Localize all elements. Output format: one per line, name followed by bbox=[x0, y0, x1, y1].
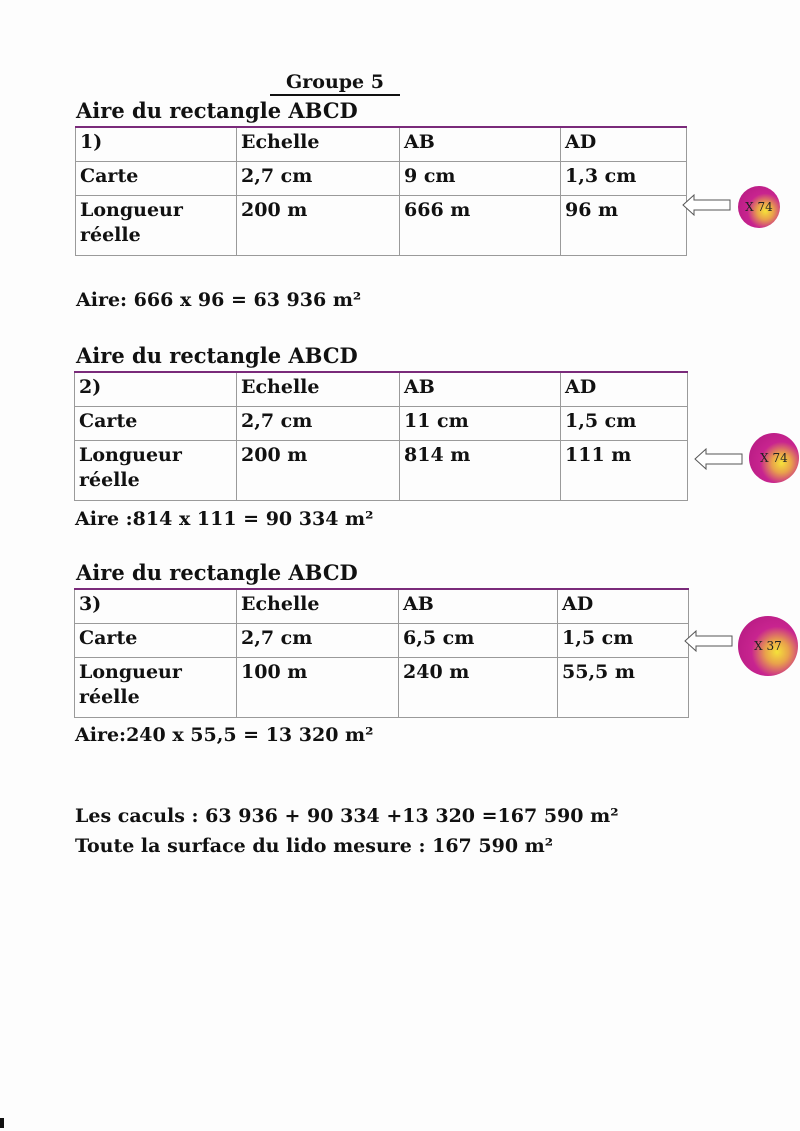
table-cell: Echelle bbox=[237, 372, 400, 407]
table-row bbox=[76, 162, 687, 196]
total-conclusion: Toute la surface du lido mesure : 167 590 m² bbox=[75, 835, 554, 857]
section-3-marker bbox=[684, 612, 800, 682]
table-cell: 111 m bbox=[561, 441, 688, 501]
table-row bbox=[76, 127, 687, 162]
table-cell: 1,5 cm bbox=[561, 407, 688, 441]
left-arrow-icon bbox=[682, 193, 732, 217]
table-cell: 666 m bbox=[400, 196, 561, 256]
total-calculation: Les caculs : 63 936 + 90 334 +13 320 =167 590 m² bbox=[75, 805, 619, 827]
table-cell: 200 m bbox=[237, 196, 400, 256]
table-cell: 100 m bbox=[237, 658, 399, 718]
table-cell: Longueur réelle bbox=[75, 658, 237, 718]
table-cell: AD bbox=[561, 127, 687, 162]
table-cell: 2,7 cm bbox=[237, 407, 400, 441]
section-1-table bbox=[75, 126, 687, 256]
table-cell: 1,3 cm bbox=[561, 162, 687, 196]
table-row bbox=[75, 407, 688, 441]
section-3-table bbox=[74, 588, 689, 718]
table-cell: 96 m bbox=[561, 196, 687, 256]
section-1-marker bbox=[682, 176, 800, 246]
table-cell: 200 m bbox=[237, 441, 400, 501]
table-cell: 814 m bbox=[400, 441, 561, 501]
table-row bbox=[76, 196, 687, 256]
document-title: Groupe 5 bbox=[270, 70, 400, 96]
table-cell: Echelle bbox=[237, 127, 400, 162]
section-2-area: Aire :814 x 111 = 90 334 m² bbox=[75, 508, 374, 530]
table-cell: Longueur réelle bbox=[75, 441, 237, 501]
multiplier-badge: X 74 bbox=[749, 433, 799, 483]
section-2-table bbox=[74, 371, 688, 501]
section-1-area: Aire: 666 x 96 = 63 936 m² bbox=[76, 289, 362, 311]
table-cell: 3) bbox=[75, 589, 237, 624]
table-cell: AB bbox=[400, 127, 561, 162]
table-cell: Carte bbox=[75, 624, 237, 658]
scan-mark bbox=[0, 1118, 4, 1128]
table-cell: AD bbox=[561, 372, 688, 407]
table-cell: 1,5 cm bbox=[558, 624, 689, 658]
section-1-heading: Aire du rectangle ABCD bbox=[76, 98, 358, 123]
section-3-area: Aire:240 x 55,5 = 13 320 m² bbox=[75, 724, 374, 746]
table-row bbox=[75, 441, 688, 501]
left-arrow-icon bbox=[684, 629, 734, 653]
table-cell: 55,5 m bbox=[558, 658, 689, 718]
table-cell: 11 cm bbox=[400, 407, 561, 441]
table-cell: 2) bbox=[75, 372, 237, 407]
multiplier-badge: X 37 bbox=[738, 616, 798, 676]
table-row bbox=[75, 624, 689, 658]
table-cell: 9 cm bbox=[400, 162, 561, 196]
table-row bbox=[75, 589, 689, 624]
table-cell: AB bbox=[400, 372, 561, 407]
table-cell: Echelle bbox=[237, 589, 399, 624]
table-cell: Longueur réelle bbox=[76, 196, 237, 256]
section-2-marker bbox=[694, 430, 800, 500]
table-cell: 6,5 cm bbox=[399, 624, 558, 658]
section-3-heading: Aire du rectangle ABCD bbox=[76, 560, 358, 585]
table-cell: AD bbox=[558, 589, 689, 624]
table-cell: 1) bbox=[76, 127, 237, 162]
table-cell: Carte bbox=[75, 407, 237, 441]
section-2-heading: Aire du rectangle ABCD bbox=[76, 343, 358, 368]
table-cell: 2,7 cm bbox=[237, 624, 399, 658]
table-cell: Carte bbox=[76, 162, 237, 196]
table-cell: AB bbox=[399, 589, 558, 624]
table-row bbox=[75, 372, 688, 407]
table-cell: 2,7 cm bbox=[237, 162, 400, 196]
table-row bbox=[75, 658, 689, 718]
left-arrow-icon bbox=[694, 447, 744, 471]
multiplier-badge: X 74 bbox=[738, 186, 780, 228]
table-cell: 240 m bbox=[399, 658, 558, 718]
